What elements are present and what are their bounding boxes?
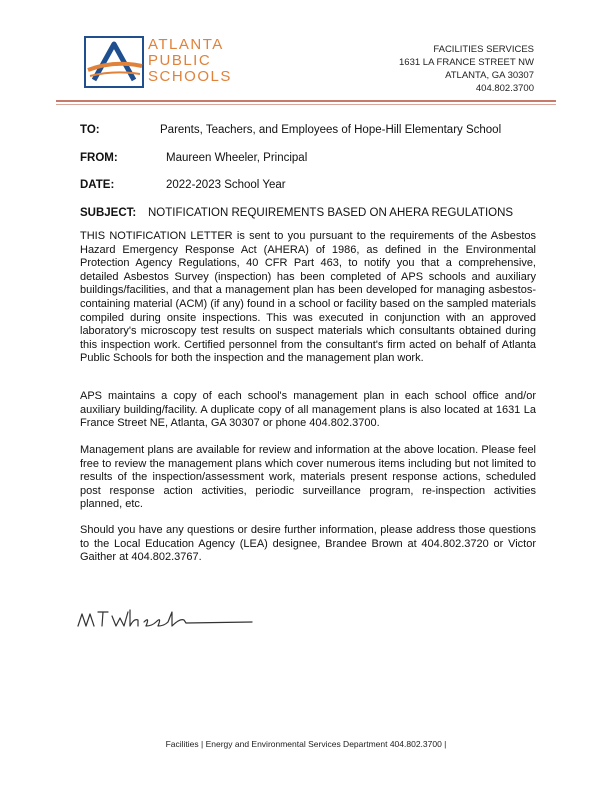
address-dept: FACILITIES SERVICES (433, 44, 534, 55)
footer: Facilities | Energy and Environmental Services Department 404.802.3700 | (165, 739, 447, 749)
subject-label: SUBJECT: (80, 207, 137, 219)
address-city: ATLANTA, GA 30307 (445, 70, 534, 81)
address-street: 1631 LA FRANCE STREET NW (399, 57, 534, 68)
paragraph-1: THIS NOTIFICATION LETTER is sent to you pursuant to the requirements of the Asbestos Hazard Emergency Response Act (AHERA) of 1986, as defined in the Environmental Protection Agency Regulations, 40 CFR Part 463, to notify you that a comprehensive, detailed Asbestos Survey (inspection) has been completed of APS schools and auxiliary buildings/facilities, and that a management plan has been developed for managing asbestos-containing material (ACM) (if any) found in a school or facility based on the sampled materials compiled during onsite inspections. This was executed in conjunction with an approved laboratory's microscopy test results on suspect materials which consultants obtained during this inspection work. Certified personnel from the consultant's firm acted on behalf of Atlanta Public Schools for both the inspection and the management plan work. (80, 230, 536, 365)
logo-line-1: ATLANTA (148, 36, 224, 53)
date-value: 2022-2023 School Year (166, 179, 286, 191)
aps-logo-icon (84, 36, 144, 88)
address-phone: 404.802.3700 (475, 83, 534, 94)
to-value: Parents, Teachers, and Employees of Hope-Hill Elementary School (160, 124, 502, 136)
paragraph-2: APS maintains a copy of each school's management plan in each school office and/or auxiliary building/facility. A duplicate copy of all management plans is also located at 1631 La France Street NE, Atlanta, GA 30307 or phone 404.802.3700. (80, 390, 536, 430)
from-value: Maureen Wheeler, Principal (166, 152, 308, 164)
logo-wordmark (148, 37, 232, 85)
date-label: DATE: (80, 179, 115, 191)
logo-line-2: PUBLIC (148, 52, 212, 69)
paragraph-3: Management plans are available for review and information at the above location. Please feel free to review the management plans which cover numerous items including but not limited to results of the inspection/assessment work, materials present response actions, scheduled post response action activities, periodic surveillance program, re-inspection activities planned, etc. (80, 444, 536, 511)
paragraph-4: Should you have any questions or desire further information, please address those questions to the Local Education Agency (LEA) designee, Brandee Brown at 404.802.3720 or Victor Gaither at 404.802.3767. (80, 524, 536, 564)
signature (72, 596, 262, 638)
header-rule-thin (56, 104, 556, 105)
header-rule (56, 100, 556, 102)
logo-line-3: SCHOOLS (148, 68, 232, 85)
address-block (399, 43, 534, 95)
from-label: FROM: (80, 152, 118, 164)
to-label: TO: (80, 124, 100, 136)
subject-value: NOTIFICATION REQUIREMENTS BASED ON AHERA REGULATIONS (148, 207, 514, 219)
